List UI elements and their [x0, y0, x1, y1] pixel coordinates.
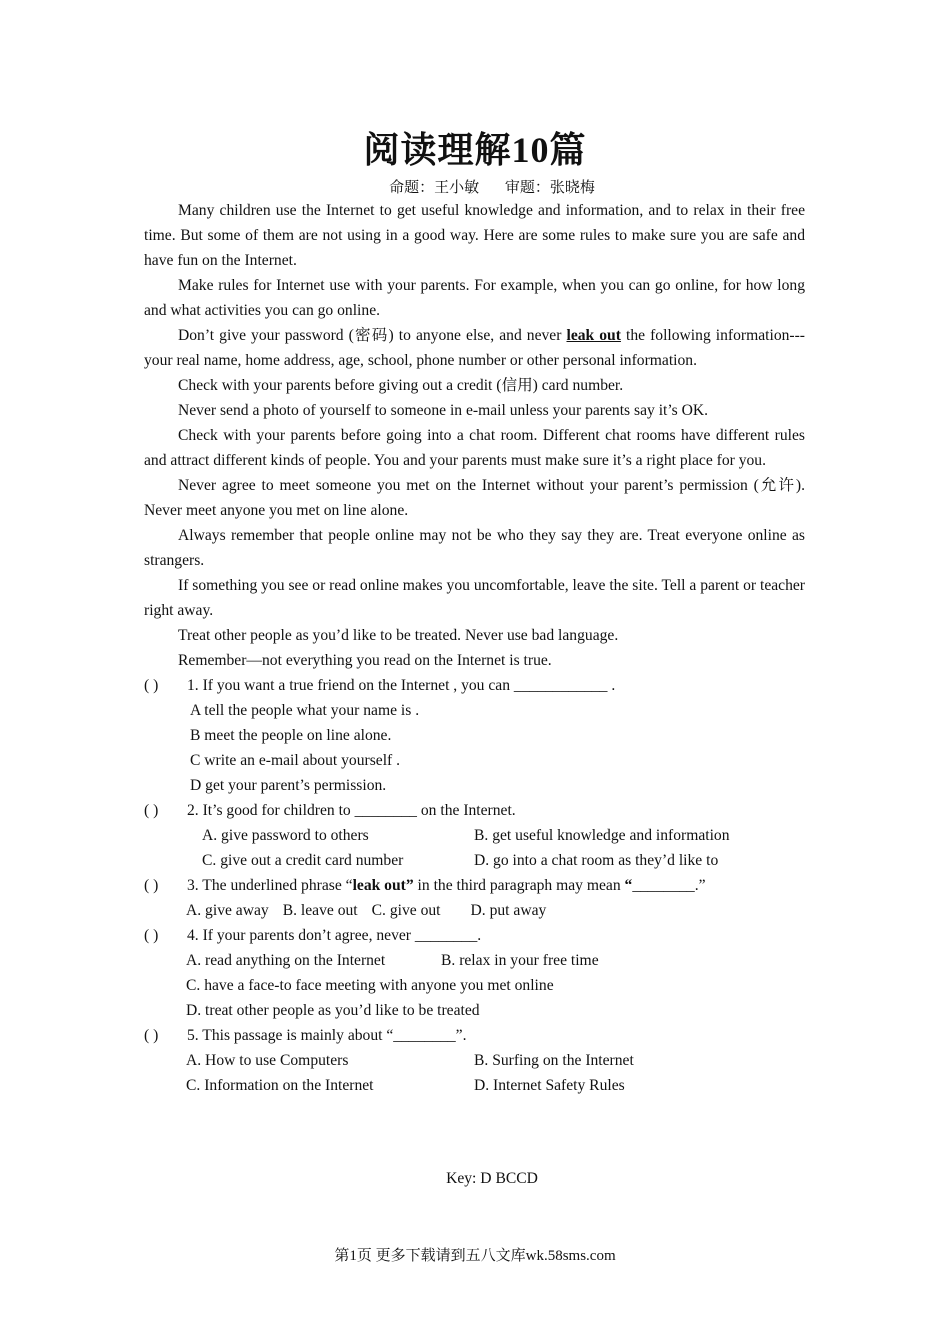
- page-footer: 第1页 更多下载请到五八文库wk.58sms.com: [334, 1248, 616, 1264]
- paragraph-7: Never agree to meet someone you met on the Internet without your parent’s permission (允许). Never meet anyone you met on line alone.: [144, 477, 805, 519]
- q3-option-d: D. put away: [470, 902, 547, 919]
- question-2: [144, 798, 805, 823]
- question-1: [144, 673, 805, 698]
- q2-option-d: D. go into a chat room as they’d like to: [474, 852, 719, 869]
- reviewer-credit: 审题：张晓梅: [504, 180, 595, 196]
- q5-options-row-2: [144, 1073, 805, 1098]
- authors-line: [0, 176, 950, 197]
- question-3-bold-quote: “: [624, 877, 633, 894]
- paragraph-4: Check with your parents before giving out a credit (信用) card number.: [178, 377, 624, 394]
- question-2-stem: 2. It’s good for children to ________ on the Internet.: [187, 802, 516, 819]
- q5-option-b: B. Surfing on the Internet: [474, 1052, 634, 1069]
- answer-key: Key: D BCCD: [446, 1170, 538, 1187]
- question-3-stem-before: 3. The underlined phrase “: [187, 877, 353, 894]
- paragraph-5: Never send a photo of yourself to someone in e-mail unless your parents say it’s OK.: [178, 402, 709, 419]
- question-3-bold-phrase: leak out”: [352, 877, 414, 894]
- paragraph-3: [144, 323, 805, 373]
- q3-options-row: [144, 898, 805, 923]
- question-4-stem: 4. If your parents don’t agree, never ________.: [187, 927, 482, 944]
- q4-option-c: C. have a face-to face meeting with anyone you met online: [186, 977, 554, 994]
- q3-option-a: A. give away: [186, 902, 269, 919]
- paragraph-9: If something you see or read online makes you uncomfortable, leave the site. Tell a parent or teacher right away.: [144, 577, 805, 619]
- question-4: [144, 923, 805, 948]
- answer-blank: ( ): [144, 927, 159, 944]
- paragraph-11: Remember—not everything you read on the Internet is true.: [178, 652, 552, 669]
- question-5-stem: 5. This passage is mainly about “________”.: [187, 1027, 467, 1044]
- q2-option-c: C. give out a credit card number: [202, 852, 404, 869]
- q1-option-c: C write an e-mail about yourself .: [190, 752, 401, 769]
- writer-credit: 命题：王小敏: [389, 180, 480, 196]
- question-1-stem: 1. If you want a true friend on the Internet , you can ____________ .: [187, 677, 616, 694]
- answer-blank: ( ): [144, 877, 159, 894]
- q1-option-a: A tell the people what your name is .: [190, 702, 420, 719]
- q4-option-b: B. relax in your free time: [441, 952, 599, 969]
- answer-blank: ( ): [144, 1027, 159, 1044]
- paragraph-8: Always remember that people online may not be who they say they are. Treat everyone online as strangers.: [144, 527, 805, 569]
- q5-option-d: D. Internet Safety Rules: [474, 1077, 625, 1094]
- question-3: [144, 873, 805, 898]
- question-3-stem-middle: in the third paragraph may mean: [413, 877, 625, 894]
- answer-blank: ( ): [144, 802, 159, 819]
- paragraph-10: Treat other people as you’d like to be treated. Never use bad language.: [178, 627, 619, 644]
- q3-option-b: B. leave out: [282, 902, 358, 919]
- paragraph-3-before: Don’t give your password (密码) to anyone else, and never: [178, 327, 567, 344]
- q1-option-b: B meet the people on line alone.: [190, 727, 392, 744]
- q2-option-b: B. get useful knowledge and information: [474, 827, 730, 844]
- q3-option-c: C. give out: [371, 902, 441, 919]
- question-3-stem-after: ________.”: [632, 877, 706, 894]
- underlined-phrase: leak out: [566, 327, 621, 344]
- q5-options-row-1: [144, 1048, 805, 1073]
- answer-blank: ( ): [144, 677, 159, 694]
- passage-body: [144, 198, 805, 1098]
- page-title: 阅读理解10篇: [363, 130, 587, 170]
- q4-options-row-1: [144, 948, 805, 973]
- q4-option-a: A. read anything on the Internet: [186, 952, 386, 969]
- question-5: [144, 1023, 805, 1048]
- paragraph-3-after: the following information---your real name, home address, age, school, phone number or other personal information.: [144, 327, 805, 369]
- q5-option-a: A. How to use Computers: [186, 1052, 349, 1069]
- q2-options-row-2: [144, 848, 805, 873]
- q5-option-c: C. Information on the Internet: [186, 1077, 374, 1094]
- paragraph-6: Check with your parents before going into a chat room. Different chat rooms have different rules and attract different kinds of people. You and your parents must make sure it’s a right place for you.: [144, 427, 805, 469]
- q1-option-d: D get your parent’s permission.: [190, 777, 387, 794]
- q2-option-a: A. give password to others: [202, 827, 369, 844]
- paragraph-1: Many children use the Internet to get useful knowledge and information, and to relax in their free time. But some of them are not using in a good way. Here are some rules to make sure you are safe and have fun on the Internet.: [144, 202, 805, 269]
- q4-option-d: D. treat other people as you’d like to be treated: [186, 1002, 480, 1019]
- q2-options-row-1: [144, 823, 805, 848]
- paragraph-2: Make rules for Internet use with your parents. For example, when you can go online, for how long and what activities you can go online.: [144, 277, 805, 319]
